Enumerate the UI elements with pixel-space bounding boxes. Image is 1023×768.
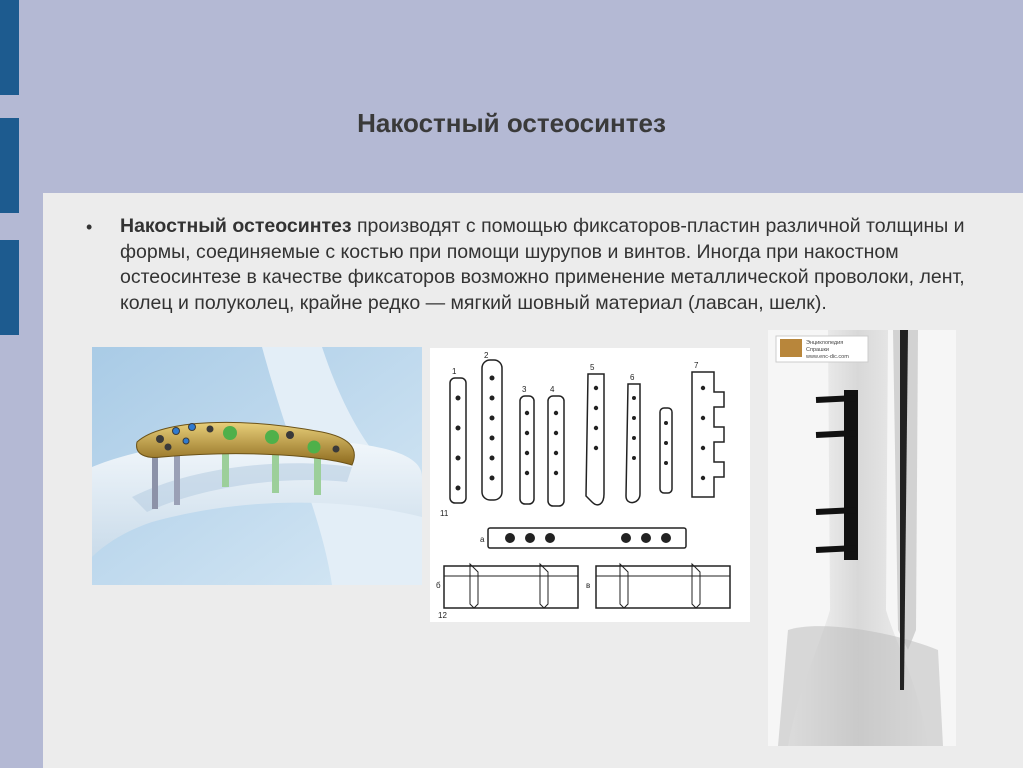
fig-label-6: 6 — [630, 373, 635, 382]
fig-label-a: а — [480, 535, 485, 544]
xray-image — [768, 330, 956, 746]
fig-label-1: 1 — [452, 367, 457, 376]
fig-label-v: в — [586, 581, 591, 590]
bone-plate-illustration — [92, 347, 422, 585]
bullet-text — [120, 214, 980, 316]
fig-label-4: 4 — [550, 385, 555, 394]
fig-label-2: 2 — [484, 351, 489, 360]
title-area — [40, 0, 1023, 193]
accent-bar-bottom — [0, 240, 19, 335]
fig-label-11: 11 — [440, 509, 449, 518]
fig-label-12: 12 — [438, 611, 447, 620]
watermark-line2: Спрашки — [806, 347, 829, 353]
watermark-line3: www.enc-dic.com — [806, 354, 849, 360]
slide-title: Накостный остеосинтез — [357, 108, 666, 138]
accent-bar-top — [0, 0, 19, 95]
watermark-line1: Энциклопедия — [806, 340, 844, 346]
fig-label-b: б — [436, 581, 441, 590]
fig-label-7: 7 — [694, 361, 699, 370]
plates-technical-drawing — [430, 348, 750, 622]
bullet-icon: • — [86, 217, 93, 237]
book-icon — [780, 339, 802, 357]
fig-label-5: 5 — [590, 363, 595, 372]
fig-label-3: 3 — [522, 385, 527, 394]
bullet-bold-term: Накостный остеосинтез — [120, 215, 352, 237]
bullet-body: производят с помощью фиксаторов-пластин различной толщины и формы, соединяемые с костью при помощи шурупов и винтов. Иногда при накостном остеосинтезе в качестве фиксаторов возможно применение металлической проволоки, лент, колец и полуколец, крайне редко — мягкий шовный материал (лавсан, шелк). — [120, 215, 965, 314]
